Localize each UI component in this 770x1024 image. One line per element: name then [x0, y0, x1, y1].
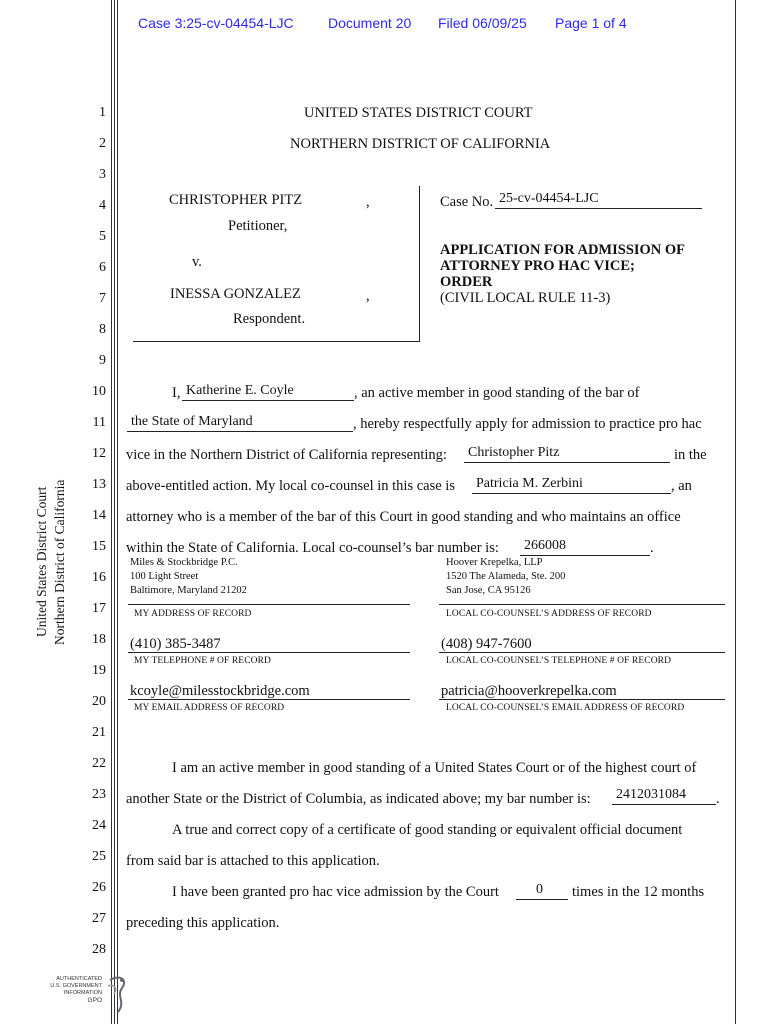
document-title-line-1: APPLICATION FOR ADMISSION OF: [440, 242, 686, 258]
text: , an: [671, 478, 692, 494]
co-counsel-field: Patricia M. Zerbini: [472, 477, 671, 494]
co-phone-caption: LOCAL CO-COUNSEL’S TELEPHONE # OF RECORD: [446, 656, 672, 666]
header-document: Document 20: [328, 15, 412, 31]
petitioner-role: Petitioner,: [228, 218, 288, 234]
line-number: 9: [99, 353, 106, 368]
document-title-line-2: ATTORNEY PRO HAC VICE;: [440, 258, 635, 274]
line-number: 14: [92, 508, 106, 523]
co-address-line-2: 1520 The Alameda, Ste. 200: [446, 571, 566, 582]
my-email-caption: MY EMAIL ADDRESS OF RECORD: [134, 703, 285, 713]
line-number: 20: [92, 694, 106, 709]
client-field: Christopher Pitz: [464, 446, 670, 463]
line-number: 21: [92, 725, 106, 740]
line-number: 22: [92, 756, 106, 771]
co-email: patricia@hooverkrepelka.com: [441, 683, 617, 699]
margin-rule-left: [111, 0, 112, 1024]
line-number: 1: [99, 105, 106, 120]
text: A true and correct copy of a certificate of good standing or equivalent official document: [172, 822, 683, 838]
header-filed-date: Filed 06/09/25: [438, 15, 527, 31]
text: .: [650, 540, 654, 556]
co-phone-rule: [439, 652, 725, 653]
my-phone-rule: [128, 652, 410, 653]
case-no-field: 25-cv-04454-LJC: [495, 192, 702, 209]
line-number: 15: [92, 539, 106, 554]
header-page: Page 1 of 4: [555, 15, 627, 31]
my-address-line-3: Baltimore, Maryland 21202: [130, 585, 247, 596]
petitioner-name: CHRISTOPHER PITZ: [169, 192, 303, 208]
line-number: 23: [92, 787, 106, 802]
line-number: 10: [92, 384, 106, 399]
sidebar-court-name: United States District Court: [34, 486, 49, 637]
text: I have been granted pro hac vice admission by the Court: [172, 884, 499, 900]
gpo-eagle-icon: [102, 972, 132, 1016]
line-number: 26: [92, 880, 106, 895]
line-number: 11: [92, 415, 106, 430]
civil-local-rule: (CIVIL LOCAL RULE 11-3): [440, 290, 611, 306]
caption-divider: [419, 186, 420, 341]
my-email: kcoyle@milesstockbridge.com: [130, 683, 310, 699]
margin-rule-left-2: [114, 0, 115, 1024]
line-number: 13: [92, 477, 106, 492]
sidebar-district-name: Northern District of California: [52, 479, 67, 645]
line-number: 24: [92, 818, 106, 833]
court-district: NORTHERN DISTRICT OF CALIFORNIA: [290, 136, 551, 152]
co-address-line-1: Hoover Krepelka, LLP: [446, 557, 543, 568]
my-address-line-1: Miles & Stockbridge P.C.: [130, 557, 238, 568]
line-number: 28: [92, 942, 106, 957]
text: from said bar is attached to this application.: [126, 853, 380, 869]
line-number: 18: [92, 632, 106, 647]
co-address-caption: LOCAL CO-COUNSEL’S ADDRESS OF RECORD: [446, 609, 652, 619]
my-address-line-2: 100 Light Street: [130, 571, 199, 582]
respondent-role: Respondent.: [233, 311, 306, 327]
margin-rule-left-3: [117, 0, 118, 1024]
applicant-name-field: Katherine E. Coyle: [182, 384, 354, 401]
line-number: 4: [99, 198, 106, 213]
my-address-rule: [128, 604, 410, 605]
co-phone: (408) 947-7600: [441, 636, 532, 652]
text: , hereby respectfully apply for admission to practice pro hac: [353, 416, 702, 432]
line-number: 25: [92, 849, 106, 864]
line-number: 12: [92, 446, 106, 461]
text: times in the 12 months: [572, 884, 705, 900]
co-email-caption: LOCAL CO-COUNSEL’S EMAIL ADDRESS OF RECORD: [446, 703, 685, 713]
caption-comma: ,: [366, 288, 370, 304]
caption-bottom-rule: [133, 341, 420, 342]
my-email-rule: [128, 699, 410, 700]
case-no-label: Case No.: [440, 194, 494, 210]
text: another State or the District of Columbia, as indicated above; my bar number is:: [126, 791, 591, 807]
text: above-entitled action. My local co-counsel in this case is: [126, 478, 455, 494]
co-counsel-bar-number-field: 266008: [520, 539, 650, 556]
court-name: UNITED STATES DISTRICT COURT: [304, 105, 533, 121]
line-number: 19: [92, 663, 106, 678]
line-number: 2: [99, 136, 106, 151]
header-case-number: Case 3:25-cv-04454-LJC: [138, 15, 294, 31]
text: within the State of California. Local co-counsel’s bar number is:: [126, 540, 499, 556]
document-title-line-3: ORDER: [440, 274, 493, 290]
text: attorney who is a member of the bar of this Court in good standing and who maintains an office: [126, 509, 681, 525]
prior-admissions-field: 0: [516, 883, 568, 900]
respondent-name: INESSA GONZALEZ: [170, 286, 301, 302]
line-number: 6: [99, 260, 106, 275]
versus: v.: [192, 254, 202, 270]
gpo-authentication-seal: AUTHENTICATED U.S. GOVERNMENT INFORMATION GPO: [40, 972, 132, 1016]
line-number: 7: [99, 291, 106, 306]
my-bar-number-field: 2412031084: [612, 788, 716, 805]
text: in the: [674, 447, 707, 463]
my-phone: (410) 385-3487: [130, 636, 221, 652]
co-email-rule: [439, 699, 725, 700]
text: I am an active member in good standing of a United States Court or of the highest court of: [172, 760, 697, 776]
line-number: 27: [92, 911, 106, 926]
text: preceding this application.: [126, 915, 280, 931]
line-number: 16: [92, 570, 106, 585]
text: vice in the Northern District of California representing:: [126, 447, 447, 463]
margin-rule-right: [735, 0, 736, 1024]
my-address-caption: MY ADDRESS OF RECORD: [134, 609, 252, 619]
caption-comma: ,: [366, 194, 370, 210]
co-address-line-3: San Jose, CA 95126: [446, 585, 531, 596]
line-number: 17: [92, 601, 106, 616]
text: .: [716, 791, 720, 807]
line-number: 8: [99, 322, 106, 337]
text: I,: [172, 385, 181, 401]
line-number: 5: [99, 229, 106, 244]
bar-of-field: the State of Maryland: [127, 415, 353, 432]
co-address-rule: [439, 604, 725, 605]
text: , an active member in good standing of the bar of: [354, 385, 640, 401]
line-number: 3: [99, 167, 106, 182]
my-phone-caption: MY TELEPHONE # OF RECORD: [134, 656, 271, 666]
